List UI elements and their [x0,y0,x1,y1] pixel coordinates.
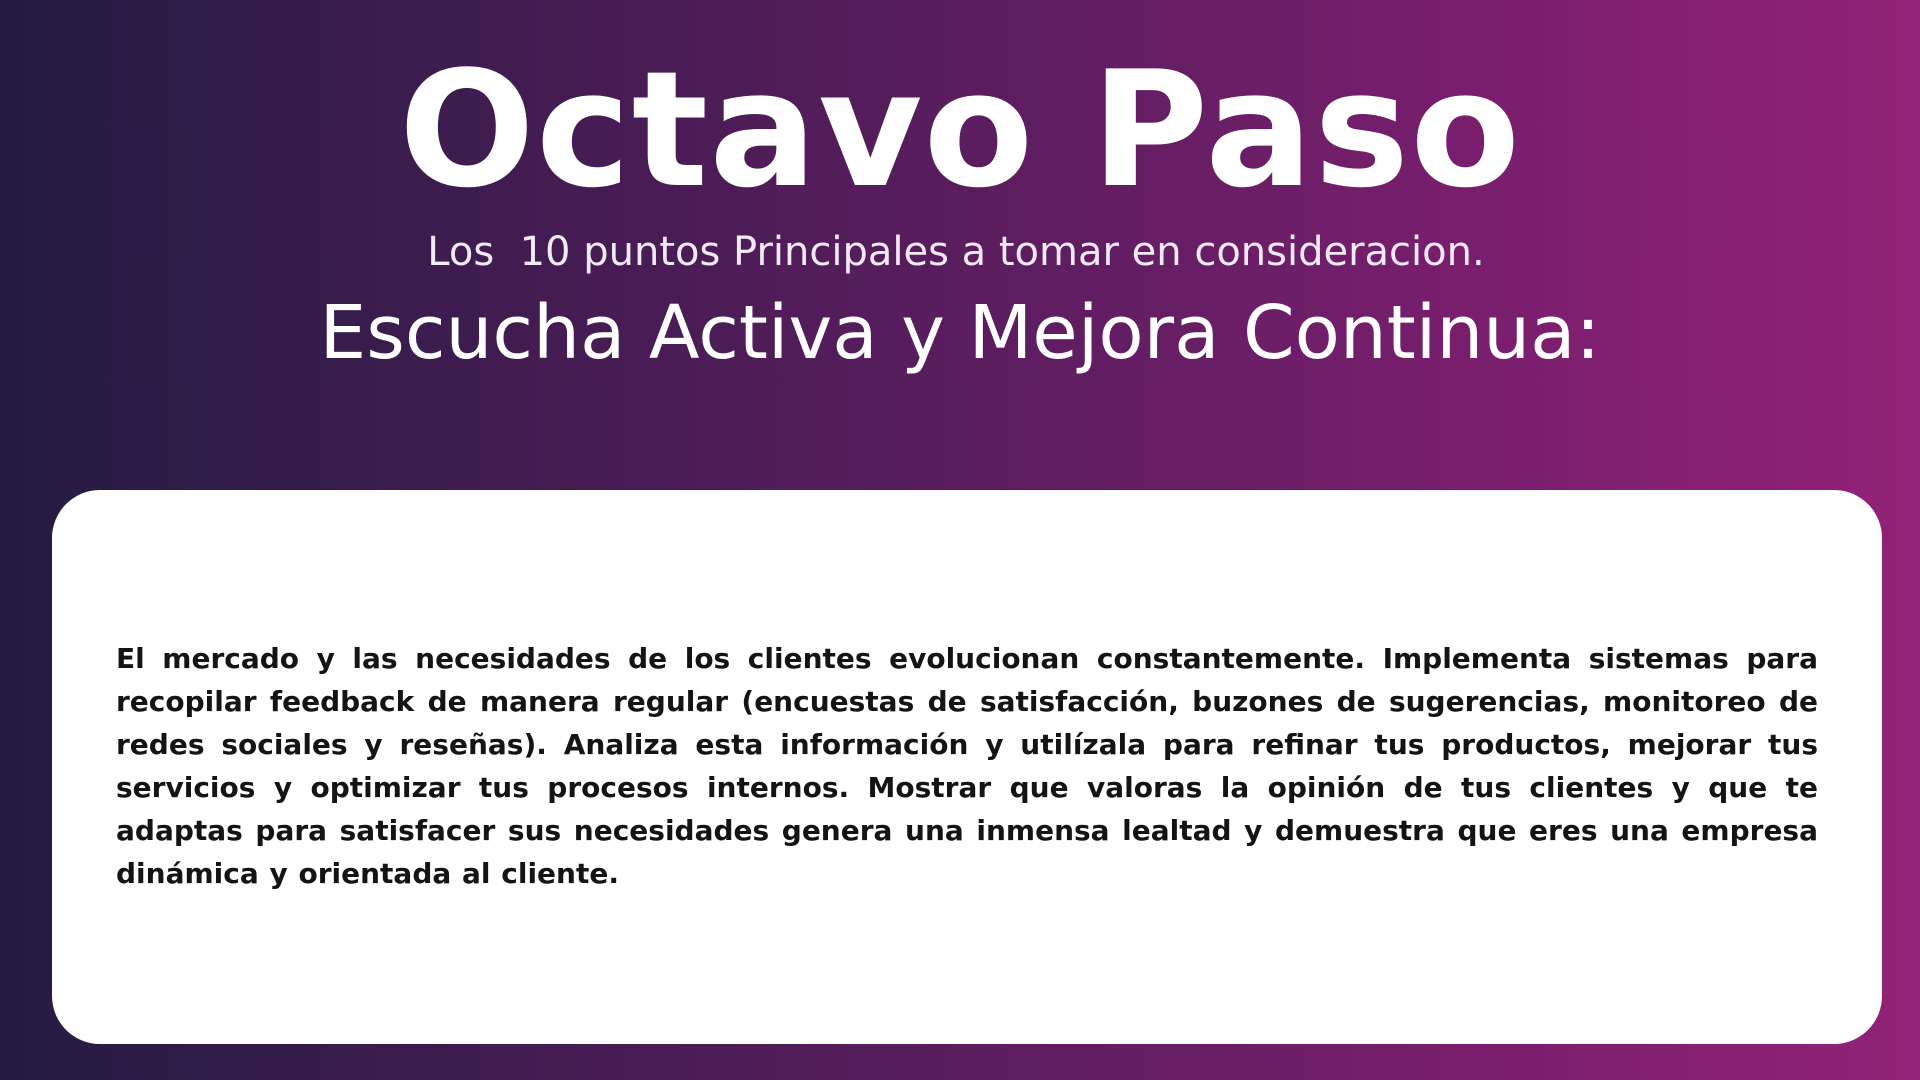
content-card [52,490,1882,1044]
section-heading: Escucha Activa y Mejora Continua: [319,290,1601,376]
slide-title: Octavo Paso [398,36,1522,223]
body-paragraph: El mercado y las necesidades de los clientes evolucionan constantemente. Implementa sistemas para recopilar feedback de manera regular (encuestas de satisfacción, buzones de sugerencias, monitoreo de redes sociales y reseñas). Analiza esta información y utilízala para refinar tus productos, mejorar tus servicios y optimizar tus procesos internos. Mostrar que valoras la opinión de tus clientes y que te adaptas para satisfacer sus necesidades genera una inmensa lealtad y demuestra que eres una empresa dinámica y orientada al cliente. [116,642,1818,890]
slide-subtitle: Los 10 puntos Principales a tomar en consideracion. [427,229,1485,275]
